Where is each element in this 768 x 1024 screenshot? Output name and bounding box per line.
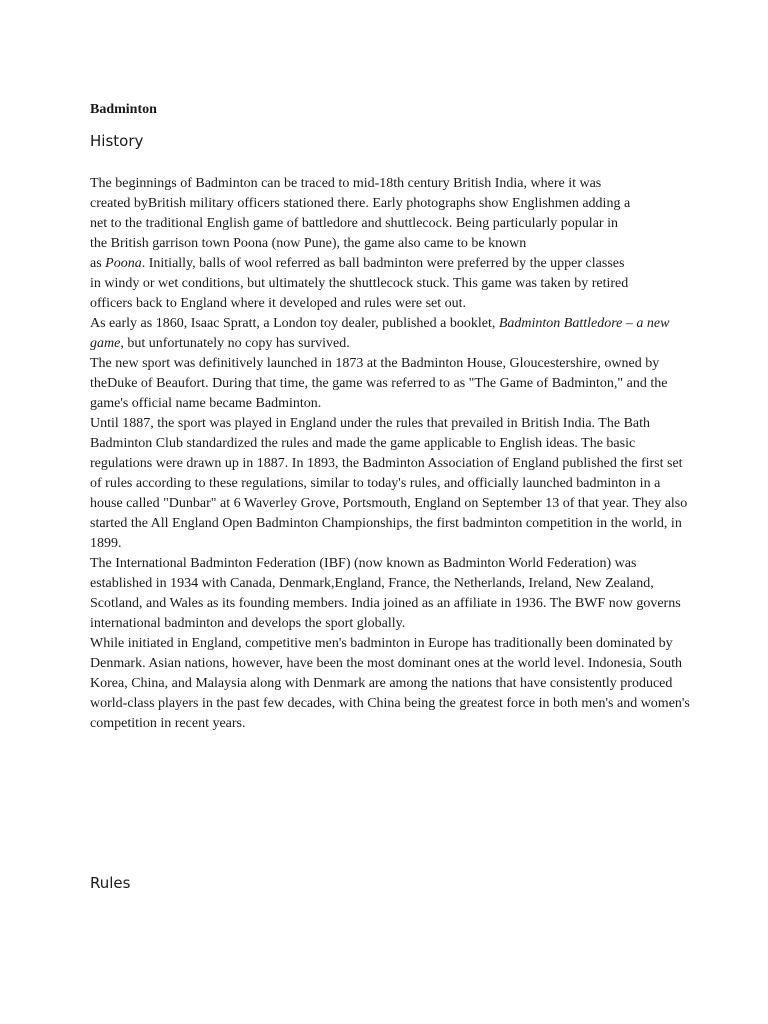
booklet-title-italic: Badminton Battledore – a new game: [90, 316, 670, 351]
paragraph-rules-history: Until 1887, the sport was played in England under the rules that prevailed in British India. The Bath Badminton Club standardized the rules and made the game applicable to English ideas. The basic regulations were drawn up in 1887. In 1893, the Badminton Association of England published the first set of rules according to these regulations, similar to today's rules, and officially launched badminton in a house called "Dunbar" at 6 Waverley Grove, Portsmouth, England on September 13 of that year. They also started the All England Open Badminton Championships, the first badminton competition in the world, in 1899.: [90, 416, 688, 551]
paragraph-origins: The beginnings of Badminton can be traced to mid-18th century British India, where it was created byBritish military officers stationed there. Early photographs show Englishmen adding a net to the traditional English game of battledore and shuttlecock. Being particularly popular in the British garrison town Poona (now Pune), the game also came to be known as Poona. Initially, balls of wool referred as ball badminton were preferred by the upper classes in windy or wet conditions, but ultimately the shuttlecock stuck. This game was taken by retired officers back to England where it developed and rules were set out.: [90, 176, 631, 311]
paragraph-ibf: The International Badminton Federation (IBF) (now known as Badminton World Federation) was established in 1934 with Canada, Denmark,England, France, the Netherlands, Ireland, New Zealand, Scotland, and Wales as its founding members. India joined as an affiliate in 1936. The BWF now governs international badminton and develops the sport globally.: [90, 556, 681, 631]
paragraph-dominance: While initiated in England, competitive men's badminton in Europe has traditionally been dominated by Denmark. Asian nations, however, have been the most dominant ones at the world level. Indonesia, South Korea, China, and Malaysia along with Denmark are among the nations that have consistently produced world-class players in the past few decades, with China being the greatest force in both men's and women's competition in recent years.: [90, 636, 690, 731]
history-heading: History: [90, 132, 144, 150]
poona-italic: Poona: [105, 256, 142, 271]
rules-heading: Rules: [90, 874, 131, 892]
paragraph-launch: The new sport was definitively launched in 1873 at the Badminton House, Gloucestershire, owned by theDuke of Beaufort. During that time, the game was referred to as "The Game of Badminton," and the game's official name became Badminton.: [90, 356, 668, 411]
paragraph-spratt: As early as 1860, Isaac Spratt, a London toy dealer, published a booklet, Badminton Battledore – a new game, but unfortunately no copy has survived.: [90, 316, 670, 351]
document-title: Badminton: [90, 102, 157, 117]
history-body: [90, 174, 690, 734]
